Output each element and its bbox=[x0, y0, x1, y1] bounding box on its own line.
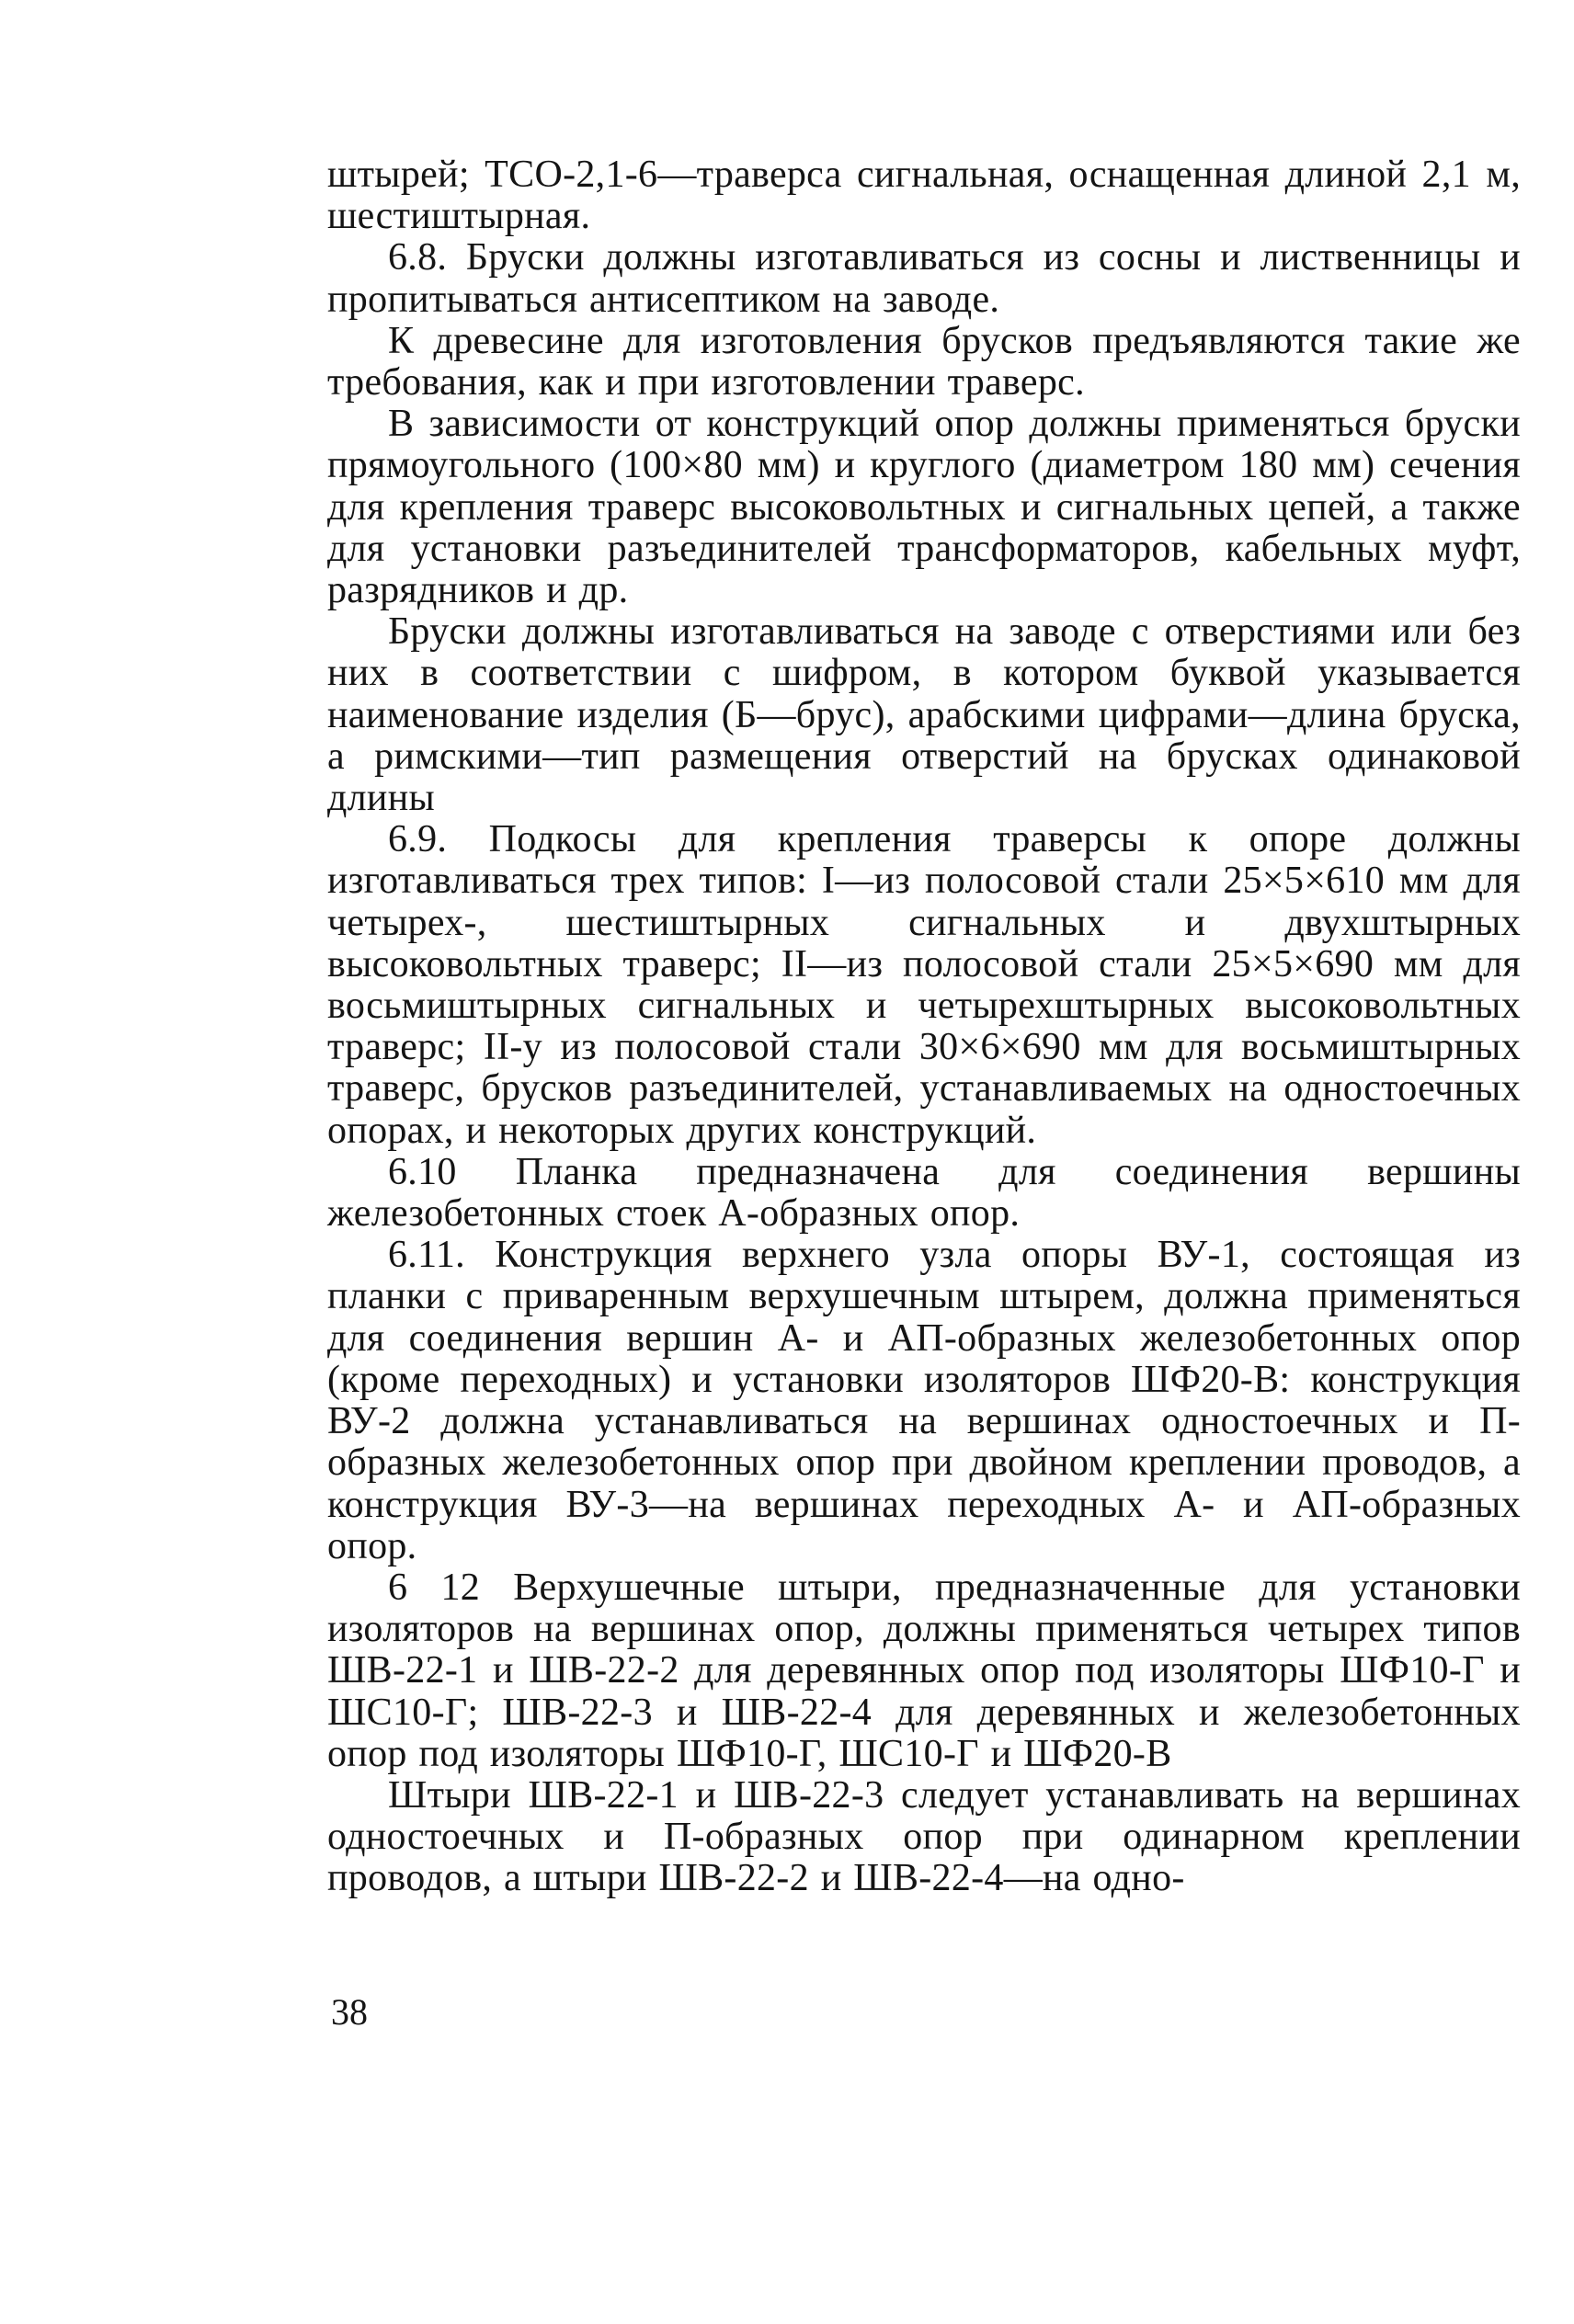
paragraph-pins-installation: Штыри ШВ-22-1 и ШВ-22-3 следует устанавливать на вершинах одностоечных и П-образных опор при одинарном креплении проводов, а штыри ШВ-22-2 и ШВ-22-4—на одно- bbox=[327, 1773, 1521, 1900]
paragraph-6-12: 6 12 Верхушечные штыри, предназначенные для установки изоляторов на вершинах опор, должны применяться четырех типов ШВ-22-1 и ШВ-22-2 для деревянных опор под изоляторы ШФ10-Г и ШС10-Г; ШВ-22-3 и ШВ-22-4 для деревянных и железобетонных опор под изоляторы ШФ10-Г, ШС10-Г и ШФ20-В bbox=[327, 1566, 1521, 1775]
paragraph-6-10: 6.10 Планка предназначена для соединения вершины железобетонных стоек А-образных опор. bbox=[327, 1150, 1521, 1236]
paragraph-6-11: 6.11. Конструкция верхнего узла опоры ВУ-1, состоящая из планки с приваренным верхушечным штырем, должна применяться для соединения вершин А- и АП-образных железобетонных опор (кроме переходных) и установки изоляторов ШФ20-В: конструкция ВУ-2 должна устанавливаться на вершинах одностоечных и П-образных железобетонных опор при двойном креплении проводов, а конструкция ВУ-3—на вершинах переходных А- и АП-образных опор. bbox=[327, 1234, 1521, 1567]
paragraph-wood-requirements: К древесине для изготовления брусков предъявляются такие же требования, как и при изготовлении траверс. bbox=[327, 319, 1521, 404]
paragraph-bar-sections: В зависимости от конструкций опор должны применяться бруски прямоугольного (100×80 мм) и круглого (диаметром 180 мм) сечения для крепления траверс высоковольтных и сигнальных цепей, а также для установки разъединителей трансформаторов, кабельных муфт, разрядников и др. bbox=[327, 403, 1521, 612]
page-body bbox=[327, 154, 1521, 1900]
paragraph-1: штырей; ТСО-2,1-6—траверса сигнальная, оснащенная длиной 2,1 м, шестиштырная. bbox=[327, 154, 1521, 238]
paragraph-6-9: 6.9. Подкосы для крепления траверсы к опоре должны изготавливаться трех типов: I—из полосовой стали 25×5×610 мм для четырех-, шестиштырных сигнальных и двухштырных высоковольтных траверс; II—из полосовой стали 25×5×690 мм для восьмиштырных сигнальных и четырехштырных высоковольтных траверс; II-у из полосовой стали 30×6×690 мм для восьмиштырных траверс, брусков разъединителей, устанавливаемых на одностоечных опорах, и некоторых других конструкций. bbox=[327, 818, 1521, 1152]
paragraph-bar-cipher: Бруски должны изготавливаться на заводе с отверстиями или без них в соответствии с шифром, в котором буквой указывается наименование изделия (Б—брус), арабскими цифрами—длина бруска, а римскими—тип размещения отверстий на брусках одинаковой длины bbox=[327, 610, 1521, 820]
page-number: 38 bbox=[331, 1991, 368, 2033]
paragraph-6-8: 6.8. Бруски должны изготавливаться из сосны и лиственницы и пропитываться антисептиком на заводе. bbox=[327, 236, 1521, 321]
